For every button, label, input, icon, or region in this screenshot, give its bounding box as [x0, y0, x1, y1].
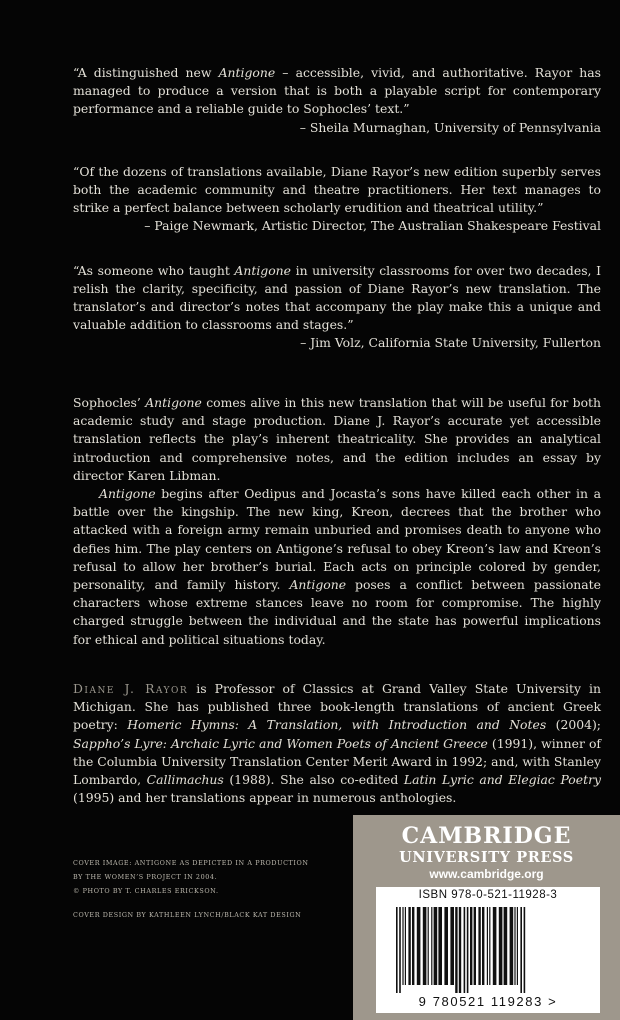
- endorsement-attribution-3: – Jim Volz, California State University, Fullerton: [300, 335, 601, 351]
- barcode-bar: [474, 907, 476, 985]
- photo-credit: © PHOTO BY T. CHARLES ERICKSON.: [73, 887, 219, 895]
- barcode-bar: [431, 907, 432, 985]
- barcode-bar: [499, 907, 503, 985]
- barcode-bar: [464, 907, 466, 993]
- cover-credits: [73, 856, 343, 922]
- barcode-digits: 9 780521 119283 >: [418, 994, 558, 1009]
- barcode-bar: [514, 907, 515, 985]
- barcode-bar: [504, 907, 508, 985]
- endorsement-attribution-2: – Paige Newmark, Artistic Director, The Australian Shakespeare Festival: [144, 218, 601, 234]
- endorsement-quote-3: “As someone who taught Antigone in university classrooms for over two decades, I relish the clarity, specificity, and passion of Diane Rayor’s new translation. The translator’s and director’s notes that accompany the play make this a unique and valuable addition to classrooms and stages.”: [73, 262, 601, 333]
- endorsement-attribution-1: – Sheila Murnaghan, University of Pennsylvania: [299, 119, 601, 135]
- endorsements: [73, 64, 601, 353]
- barcode-bar: [417, 907, 421, 985]
- barcode-bar: [489, 907, 490, 985]
- description-paragraph-1: Sophocles’ Antigone comes alive in this new translation that will be useful for both academic study and stage production. Diane J. Rayor’s accurate yet accessible translation reflects the play’s inherent theatricality. She provides an analytical introduction and comprehensive notes, and the edition includes an essay by director Karen Libman.: [73, 395, 601, 483]
- barcode-box: [376, 887, 600, 1013]
- barcode-bar: [455, 907, 457, 993]
- endorsement-quote-1: “A distinguished new Antigone – accessible, vivid, and authoritative. Rayor has managed to produce a version that is both a playable script for contemporary performance and a reliable guide to Sophocles’ text.”: [73, 65, 601, 117]
- author-name: Diane J. Rayor: [73, 681, 189, 696]
- barcode-bar: [402, 907, 403, 985]
- endorsement-quote-2: “Of the dozens of translations available, Diane Rayor’s new edition superbly serves both the academic community and theatre practitioners. Her text manages to strike a perfect balance between scholarly erudition and theatrical utility.”: [73, 163, 601, 216]
- barcode-bar: [510, 907, 514, 985]
- barcode-bar: [524, 907, 526, 993]
- isbn-label: ISBN 978-0-521-11928-3: [418, 889, 558, 901]
- barcode-bar: [444, 907, 448, 985]
- barcode-bar: [493, 907, 497, 985]
- publisher-logo: [373, 823, 600, 882]
- cover-image-credit: COVER IMAGE: ANTIGONE AS DEPICTED IN A PRODUCTION: [73, 859, 309, 867]
- barcode-bar: [467, 907, 469, 993]
- cover-design-credit: COVER DESIGN BY KATHLEEN LYNCH/BLACK KAT DESIGN: [73, 911, 302, 919]
- barcode-bar: [482, 907, 484, 985]
- author-bio: [73, 680, 601, 807]
- barcode-bar: [478, 907, 480, 985]
- barcode-bar: [408, 907, 410, 985]
- barcode-bar: [428, 907, 429, 985]
- barcode-bar: [450, 907, 454, 985]
- publisher-subtitle: UNIVERSITY PRESS: [399, 849, 574, 866]
- publisher-name: CAMBRIDGE: [401, 823, 572, 849]
- barcode: [392, 907, 586, 993]
- barcode-bar: [517, 907, 518, 985]
- book-description: [73, 394, 601, 649]
- description-paragraph-2: Antigone begins after Oedipus and Jocasta’s sons have killed each other in a battle over the kingship. The new king, Kreon, decrees that the brother who attacked with a foreign army remain unburied and promises death to anyone who defies him. The play centers on Antigone’s refusal to obey Kreon’s law and Kreon’s refusal to allow her brother’s burial. Each acts on principle colored by gender, personality, and family history. Antigone poses a conflict between passionate characters whose extreme stances leave no room for compromise. The highly charged struggle between the individual and the state has powerful implications for ethical and political situations today.: [73, 486, 601, 647]
- barcode-bar: [412, 907, 414, 985]
- barcode-bar: [399, 907, 401, 993]
- publisher-panel: [353, 815, 620, 1020]
- barcode-bar: [470, 907, 472, 985]
- barcode-bar: [434, 907, 438, 985]
- barcode-bar: [405, 907, 406, 985]
- barcode-bar: [520, 907, 522, 993]
- barcode-bar: [423, 907, 427, 985]
- barcode-bar: [487, 907, 488, 985]
- cover-image-credit-2: BY THE WOMEN’S PROJECT IN 2004.: [73, 873, 218, 881]
- barcode-bar: [459, 907, 461, 993]
- publisher-url: www.cambridge.org: [429, 867, 544, 881]
- barcode-bar: [438, 907, 442, 985]
- author-bio-text: Diane J. Rayor is Professor of Classics at Grand Valley State University in Michigan. She has published three book-length translations of ancient Greek poetry: Homeric Hymns: A Translation, with Introduction and Notes (2004); Sappho’s Lyre: Archaic Lyric and Women Poets of Ancient Greece (1991), winner of the Columbia University Translation Center Merit Award in 1992; and, with Stanley Lombardo, Callimachus (1988). She also co-edited Latin Lyric and Elegiac Poetry (1995) and her translations appear in numerous anthologies.: [73, 681, 601, 806]
- barcode-bar: [396, 907, 398, 993]
